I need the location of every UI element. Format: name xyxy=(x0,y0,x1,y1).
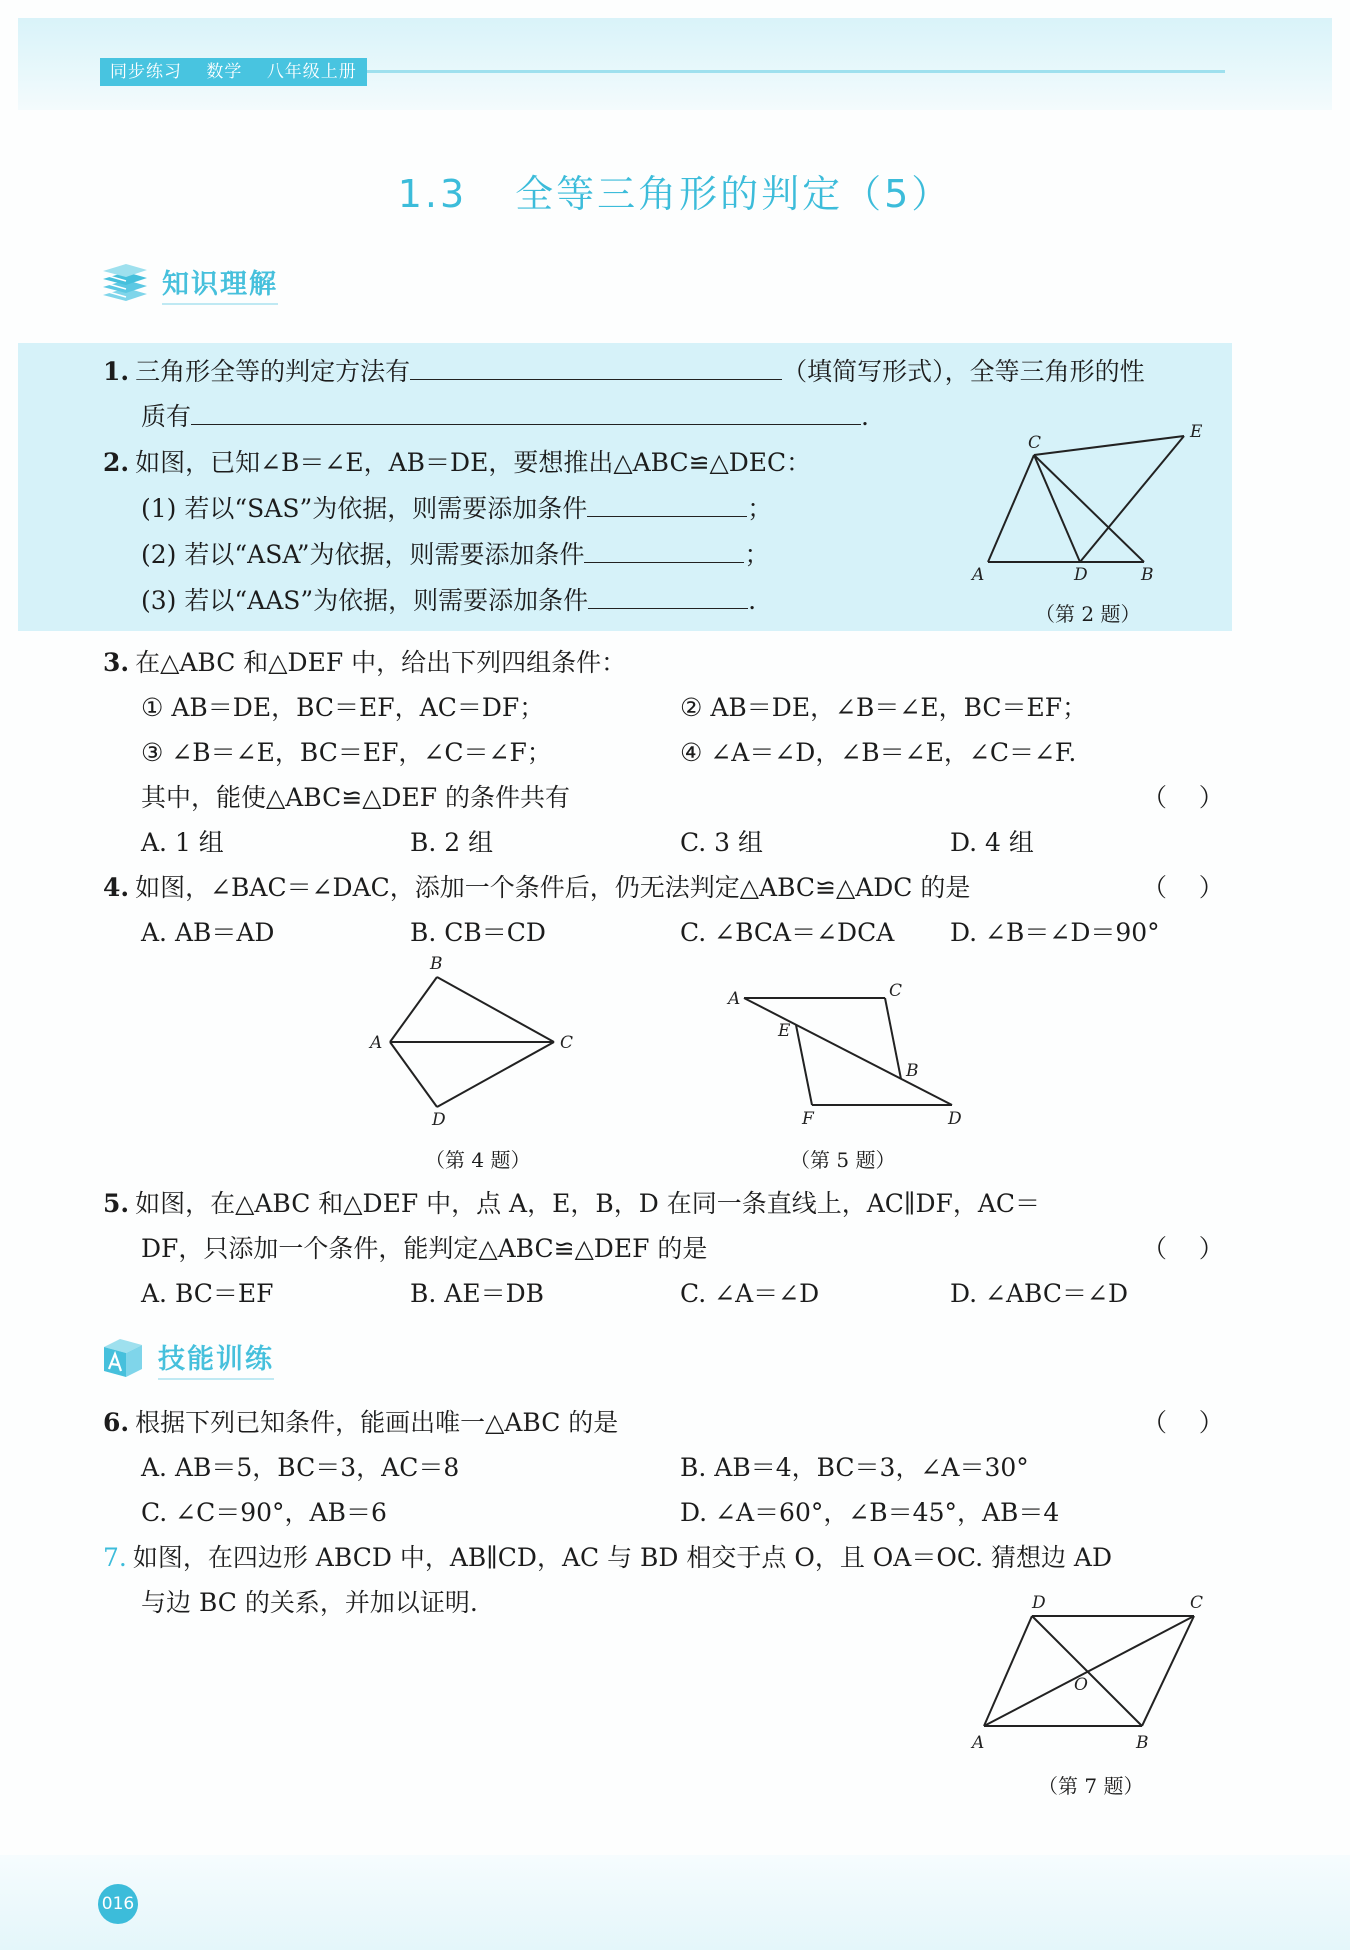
option-d: D. ∠ABC＝∠D xyxy=(950,1279,1129,1308)
question-number: 6. xyxy=(103,1408,130,1437)
q2-sub-1 xyxy=(141,492,772,526)
answer-blank[interactable] xyxy=(191,402,861,425)
q2-sub-3 xyxy=(141,584,756,618)
q3-ask: 其中，能使△ABC≌△DEF 的条件共有 xyxy=(141,783,571,812)
q3-condition-4: ④ ∠A＝∠D，∠B＝∠E，∠C＝∠F. xyxy=(680,738,1077,767)
question-number: 5. xyxy=(103,1189,130,1218)
section-title-skills: 技能训练 xyxy=(158,1337,274,1380)
q6-stem: 根据下列已知条件，能画出唯一△ABC 的是 xyxy=(135,1408,619,1437)
question-number: 2. xyxy=(103,448,130,477)
option-c: C. ∠BCA＝∠DCA xyxy=(680,918,895,947)
option-b: B. 2 组 xyxy=(410,828,494,857)
q7-line-2: 与边 BC 的关系，并加以证明. xyxy=(141,1588,478,1617)
question-7 xyxy=(103,1541,1112,1575)
question-number: 4. xyxy=(103,873,130,902)
answer-paren[interactable]: （ ） xyxy=(1142,1408,1224,1437)
q3-condition-2: ② AB＝DE，∠B＝∠E，BC＝EF； xyxy=(680,693,1088,722)
label-B: B xyxy=(1141,565,1154,585)
label-A: A xyxy=(370,1033,383,1053)
label-B: B xyxy=(906,1061,919,1081)
label-C: C xyxy=(560,1033,574,1053)
q1-end: . xyxy=(861,402,869,431)
q1-text-2: （填简写形式），全等三角形的性 xyxy=(782,357,1145,386)
book-stack-icon xyxy=(100,261,150,305)
section-number: 1.3 xyxy=(397,172,468,216)
label-C: C xyxy=(1028,433,1042,453)
q3-condition-3: ③ ∠B＝∠E，BC＝EF，∠C＝∠F； xyxy=(141,738,552,767)
figure-q5 xyxy=(718,980,978,1135)
question-6 xyxy=(103,1406,618,1440)
label-D: D xyxy=(432,1110,446,1130)
page-number: 016 xyxy=(98,1884,138,1924)
section-header-knowledge xyxy=(100,258,278,308)
series-label xyxy=(100,58,367,86)
q5-line-1: 如图，在△ABC 和△DEF 中，点 A，E，B，D 在同一条直线上，AC∥DF，AC＝ xyxy=(135,1189,1041,1218)
figure-caption: （第 5 题） xyxy=(790,1148,896,1172)
figure-q2 xyxy=(958,420,1218,592)
q3-stem: 在△ABC 和△DEF 中，给出下列四组条件： xyxy=(135,648,627,677)
label-D: D xyxy=(948,1109,962,1129)
label-E: E xyxy=(778,1021,791,1041)
option-b: B. AE＝DB xyxy=(410,1279,544,1308)
option-d: D. ∠B＝∠D＝90° xyxy=(950,918,1160,947)
option-a: A. 1 组 xyxy=(141,828,224,857)
q2-stem: 如图，已知∠B＝∠E，AB＝DE，要想推出△ABC≌△DEC： xyxy=(135,448,812,477)
answer-blank[interactable] xyxy=(410,357,782,380)
label-D: D xyxy=(1032,1593,1046,1613)
figure-caption: （第 4 题） xyxy=(425,1148,531,1172)
footer-band xyxy=(0,1855,1350,1950)
label-F: F xyxy=(802,1109,814,1129)
q2-sub-text: (3) 若以“AAS”为依据，则需要添加条件 xyxy=(141,586,589,615)
question-1 xyxy=(103,355,1145,389)
question-3 xyxy=(103,646,626,680)
q2-sub-end: . xyxy=(748,586,757,615)
label-B: B xyxy=(430,955,443,974)
q3-condition-1: ① AB＝DE，BC＝EF，AC＝DF； xyxy=(141,693,545,722)
option-d: D. 4 组 xyxy=(950,828,1034,857)
section-header-skills xyxy=(100,1333,274,1383)
option-b: B. CB＝CD xyxy=(410,918,546,947)
q2-sub-2 xyxy=(141,538,770,572)
figure-caption: （第 7 题） xyxy=(1038,1774,1144,1798)
option-a: A. BC＝EF xyxy=(141,1279,274,1308)
answer-blank[interactable] xyxy=(584,540,744,563)
option-c: C. 3 组 xyxy=(680,828,763,857)
section-title: 全等三角形的判定（5） xyxy=(515,172,953,216)
answer-paren[interactable]: （ ） xyxy=(1142,873,1224,902)
question-number: 3. xyxy=(103,648,130,677)
answer-paren[interactable]: （ ） xyxy=(1142,783,1224,812)
q1-text: 三角形全等的判定方法有 xyxy=(135,357,411,386)
q1-text-3: 质有 xyxy=(141,402,192,431)
label-B: B xyxy=(1136,1733,1149,1753)
option-b: B. AB＝4，BC＝3，∠A＝30° xyxy=(680,1453,1029,1482)
label-A: A xyxy=(972,565,985,585)
q5-line-2: DF，只添加一个条件，能判定△ABC≌△DEF 的是 xyxy=(141,1234,708,1263)
q4-stem: 如图，∠BAC＝∠DAC，添加一个条件后，仍无法判定△ABC≌△ADC 的是 xyxy=(135,873,971,902)
answer-blank[interactable] xyxy=(588,586,748,609)
q2-sub-text: (2) 若以“ASA”为依据，则需要添加条件 xyxy=(141,540,585,569)
label-C: C xyxy=(1190,1593,1204,1613)
skill-cube-icon xyxy=(100,1335,146,1381)
option-c: C. ∠A＝∠D xyxy=(680,1279,820,1308)
q2-sub-end: ； xyxy=(747,494,773,523)
question-1-line2 xyxy=(141,400,869,434)
figure-q7 xyxy=(960,1590,1220,1755)
label-C: C xyxy=(889,981,903,1001)
option-a: A. AB＝5，BC＝3，AC＝8 xyxy=(141,1453,460,1482)
option-d: D. ∠A＝60°，∠B＝45°，AB＝4 xyxy=(680,1498,1060,1527)
option-a: A. AB＝AD xyxy=(141,918,275,947)
label-E: E xyxy=(1190,422,1203,442)
figure-q4 xyxy=(362,955,582,1135)
section-title-knowledge: 知识理解 xyxy=(162,262,278,305)
question-number: 7. xyxy=(103,1543,127,1572)
series-item: 数学 xyxy=(206,62,243,82)
series-item: 同步练习 xyxy=(110,62,182,82)
q7-line-1: 如图，在四边形 ABCD 中，AB∥CD，AC 与 BD 相交于点 O，且 OA＝OC. 猜想边 AD xyxy=(132,1543,1113,1572)
label-A: A xyxy=(728,989,741,1009)
answer-blank[interactable] xyxy=(587,494,747,517)
question-4 xyxy=(103,871,970,905)
q2-sub-end: ； xyxy=(744,540,770,569)
q2-sub-text: (1) 若以“SAS”为依据，则需要添加条件 xyxy=(141,494,588,523)
option-c: C. ∠C＝90°，AB＝6 xyxy=(141,1498,387,1527)
label-D: D xyxy=(1074,565,1088,585)
question-2 xyxy=(103,446,811,480)
label-A: A xyxy=(972,1733,985,1753)
figure-caption: （第 2 题） xyxy=(1035,602,1141,626)
label-O: O xyxy=(1074,1675,1088,1695)
question-number: 1. xyxy=(103,357,130,386)
series-item: 八年级上册 xyxy=(266,62,357,82)
answer-paren[interactable]: （ ） xyxy=(1142,1234,1224,1263)
question-5 xyxy=(103,1187,1040,1221)
page-title xyxy=(0,163,1350,218)
